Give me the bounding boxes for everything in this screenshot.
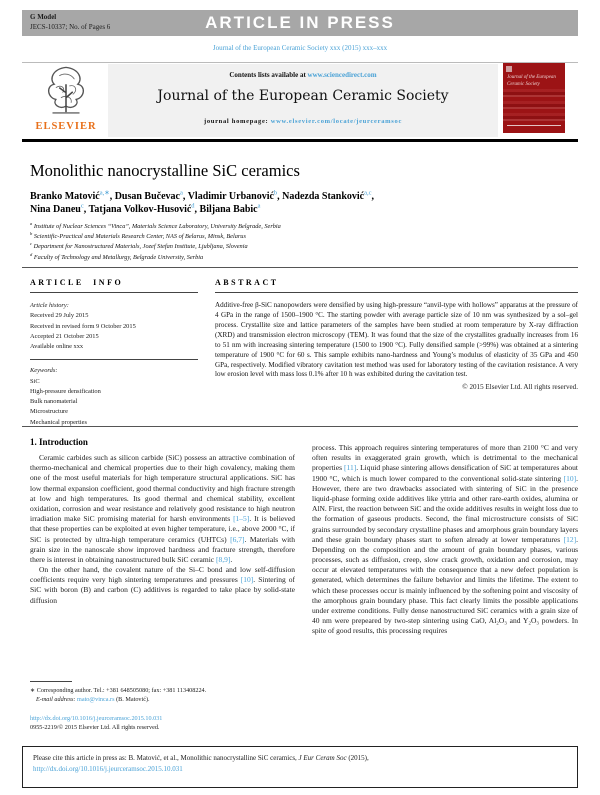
please-cite-box <box>22 746 578 788</box>
author-affil-sup[interactable]: b <box>273 189 278 197</box>
abstract-header: ABSTRACT <box>215 278 279 287</box>
cover-footer-text <box>507 125 561 130</box>
article-in-press-banner <box>22 10 578 36</box>
manuscript-number: JECS-10337; No. of Pages 6 <box>30 23 111 32</box>
banner-title: ARTICLE IN PRESS <box>205 13 395 32</box>
abstract-text: Additive-free β-SiC nanopowders were densified by using high-pressure “anvil-type with hollows” apparatus at the pressure of 4 GPa in the range of 1500–1900 °C. The starting powder with average particle size of 10 nm was synthesized by a sol–gel process. Crystallite size and lattice parameters of the samples have been studied at room temperature by X-ray diffraction (XRD) and transmission electron microscopy (TEM). It was found that the size of the crystallites gradually increases from 16 to 51 nm with increasing sintering temperature (1500 to 1900 °C). Fully densified sample (>99%) was obtained at a sintering temperature of 1900 °C for 60 s. This sample exhibits nano-hardness and Young’s modulus of elasticity of 35 GPa and 450 GPa, respectively. Modified vibratory cavitation test method was used for laboratory testing of the cavitation resistance. A very low erosion level with mass loss 0.1% after 10 h was exhibited during the cavitation test. <box>215 301 578 379</box>
paragraph: On the other hand, the covalent nature of the Si–C bond and low self-diffusion coefficients require very high sintering temperatures and pressures [10]. Sintering of SiC with boron (B) and carbon (C) additives is regarded to take place by solid-state diffusion <box>30 565 295 605</box>
history-item: Received in revised form 9 October 2015 <box>30 322 136 330</box>
abstract-bottom-rule <box>22 426 578 427</box>
journal-header-panel <box>108 64 498 137</box>
author-affil-sup[interactable]: c <box>80 202 84 210</box>
keyword: SiC <box>30 377 40 385</box>
copyright-line: © 2015 Elsevier Ltd. All rights reserved. <box>462 383 578 392</box>
cite-text: Please cite this article in press as: B. Matović, et al., Monolithic nanocrystalline SiC ceramics, <box>33 754 299 762</box>
history-item: Received 29 July 2015 <box>30 312 89 320</box>
affiliation: $^c$ Department for Nanostructured Materials, Jozef Stefan Institute, Ljubljana, Slovenia <box>30 241 248 251</box>
header-top-rule <box>22 62 578 63</box>
article-history <box>30 301 198 352</box>
keywords-block <box>30 366 198 428</box>
cite-journal-abbrev: J Eur Ceram Soc <box>298 754 347 762</box>
abstract-section <box>215 278 578 391</box>
abstract-underline <box>215 292 578 293</box>
history-item: Available online xxx <box>30 343 84 350</box>
citation-ref[interactable]: [6,7] <box>230 534 245 544</box>
author: Biljana Babic$^a$ <box>199 202 261 215</box>
keyword: Bulk nanomaterial <box>30 398 78 405</box>
author-affil-sup[interactable]: a <box>257 202 261 210</box>
elsevier-wordmark: ELSEVIER <box>35 121 97 132</box>
author: Branko Matović$^{a,∗}$, <box>30 189 115 202</box>
author-affil-sup[interactable]: a,c <box>364 189 372 197</box>
cover-publisher-mark-icon <box>506 66 512 72</box>
cover-title: Journal of the European Ceramic Society <box>507 75 556 87</box>
keyword: Mechanical properties <box>30 418 87 426</box>
doi-issn-block <box>30 714 295 733</box>
article-info-section <box>30 278 198 428</box>
author-affil-sup[interactable]: a <box>179 189 183 197</box>
paragraph: Ceramic carbides such as silicon carbide (SiC) possess an attractive combination of thermo-mechanical and chemical properties due to their high covalency, making them one of the most useful materials for high temperature structural applications. SiC has low thermal expansion coefficient, good thermal conductivity and high fracture strength at low and high temperatures. Its good thermal and chemical stability, excellent oxidation, corrosion and wear resistance and relatively good resistance to high neutron irradiation make SiC promising material for harsh environments [1–5]. It is believed that these properties can be exploited at even higher temperature, i.e., above 2000 °C, if SiC is protected by ultra-high temperature ceramics (UHTCs) [6,7]. Materials with grain size in the nanoscale show improved hardness and fracture strength, therefore there is interest in obtaining nanostructured bulk SiC ceramic [8,9]. <box>30 453 295 564</box>
body-column-left <box>30 453 295 606</box>
cite-doi-link[interactable]: http://dx.doi.org/10.1016/j.jeurceramsoc.2015.10.031 <box>33 765 183 774</box>
keyword: Microstructure <box>30 408 68 416</box>
journal-homepage-link[interactable]: www.elsevier.com/locate/jeurceramsoc <box>270 118 403 125</box>
author: Vladimir Urbanović$^b$, <box>187 189 283 202</box>
citation-ref[interactable]: [8,9] <box>216 554 231 564</box>
affiliation: $^b$ Scientific-Practical and Materials Research Center, NAS of Belarus, Minsk, Belarus <box>30 231 246 241</box>
corresponding-author-note: ∗ Corresponding author. Tel.: +381 648505080; fax: +381 113408224. <box>30 687 207 694</box>
history-item: Accepted 21 October 2015 <box>30 332 99 340</box>
citation-ref[interactable]: [11] <box>344 463 357 473</box>
history-label: Article history: <box>30 302 69 309</box>
citation-ref[interactable]: [10] <box>563 473 577 483</box>
email-link[interactable]: mato@vinca.rs <box>77 696 115 704</box>
g-model-label: G Model <box>30 13 57 21</box>
elsevier-tree-icon <box>40 105 92 122</box>
section-heading-introduction: 1. Introduction <box>30 437 88 447</box>
email-suffix: (B. Matović). <box>114 696 150 704</box>
doi-link[interactable]: http://dx.doi.org/10.1016/j.jeurceramsoc.2015.10.031 <box>30 715 163 722</box>
keywords-divider-rule <box>30 359 198 360</box>
author-affil-sup[interactable]: d <box>191 202 195 210</box>
citation-ref[interactable]: [1–5] <box>233 514 250 524</box>
article-info-header: ARTICLE INFO <box>30 278 124 287</box>
keyword: High-pressure densification <box>30 387 101 395</box>
journal-cover-thumbnail[interactable] <box>503 63 565 133</box>
email-label: E-mail address: <box>36 696 78 704</box>
paragraph: process. This approach requires sintering temperatures of more than 2100 °C and very often results in exaggerated grain growth, which is detrimental to the mechanical properties [11]. Liquid phase sintering allows densification of SiC at temperatures about 1900 °C, which is much lower compared to the conventional solid-state sintering [10]. However, there are two drawbacks associated with sintering of SiC in the presence liquid-phase forming oxide additives like yttria and other rare-earth oxides, alumina or AlN. First, the reaction between SiC and the oxide additives results in weight loss due to the formation of gaseous products. Second, the final microstructure consists of SiC grains surrounded by secondary crystalline phases and amorphous grain boundary layers and these grain boundary phases start to soften already at lower temperatures [12]. Depending on the composition and the amount of grain boundary phases, various processes, such as diffusion, creep, slow crack growth, oxidation and corrosion, may occur at elevated temperatures with the consequence that a new defect population is generated, which determines the failure behavior and limits the lifetime. The extent to which these processes occur is mainly influenced by the softening point and viscosity of the amorphous grain boundary phase. This fact clearly limits the possible applications under extreme conditions. Fully dense nanostructured SiC ceramics with a grain size of 40 nm were prepeared by two-step sintering using CaO, Al₂O₃ and Y₂O₃ powders. In spite of good results, this processing requires <box>312 443 579 636</box>
contents-lists-label: Contents lists available at <box>229 71 308 79</box>
citation-ref[interactable]: [12] <box>563 534 577 544</box>
author: Dusan Bučevac$^a$, <box>114 189 188 202</box>
cover-artwork <box>503 89 565 121</box>
affiliation: $^d$ Faculty of Technology and Metallurgy, Belgrade University, Serbia <box>30 251 204 261</box>
affiliation-list <box>30 222 575 263</box>
sciencedirect-link[interactable]: www.sciencedirect.com <box>307 71 377 79</box>
header-bottom-rule <box>22 139 578 142</box>
keywords-label: Keywords: <box>30 367 58 375</box>
article-title: Monolithic nanocrystalline SiC ceramics <box>30 161 300 180</box>
citation-ref[interactable]: [10] <box>240 575 254 585</box>
section-divider-rule <box>22 267 578 268</box>
elsevier-logo[interactable] <box>26 64 106 138</box>
cite-suffix: (2015), <box>346 754 369 762</box>
footnote-rule <box>30 681 72 682</box>
journal-reference-line: Journal of the European Ceramic Society xxx (2015) xxx–xxx <box>212 44 388 52</box>
body-column-right <box>312 443 578 637</box>
author: Nadezda Stanković$^{a,c}$, <box>282 189 375 202</box>
affiliation: $^a$ Institute of Nuclear Sciences “Vinca”, Materials Science Laboratory, University Belgrade, Serbia <box>30 220 281 230</box>
author: Tatjana Volkov-Husović$^d$, <box>88 202 200 215</box>
homepage-label: journal homepage: <box>203 118 271 125</box>
author-list <box>30 190 575 216</box>
footnote-block <box>30 686 295 705</box>
author-affil-sup[interactable]: a,∗ <box>99 189 110 197</box>
author: Nina Daneu$^c$, <box>30 202 89 215</box>
issn-copyright: 0955-2219/© 2015 Elsevier Ltd. All rights reserved. <box>30 724 160 732</box>
article-info-underline <box>30 292 198 293</box>
journal-title: Journal of the European Ceramic Society <box>157 88 449 104</box>
